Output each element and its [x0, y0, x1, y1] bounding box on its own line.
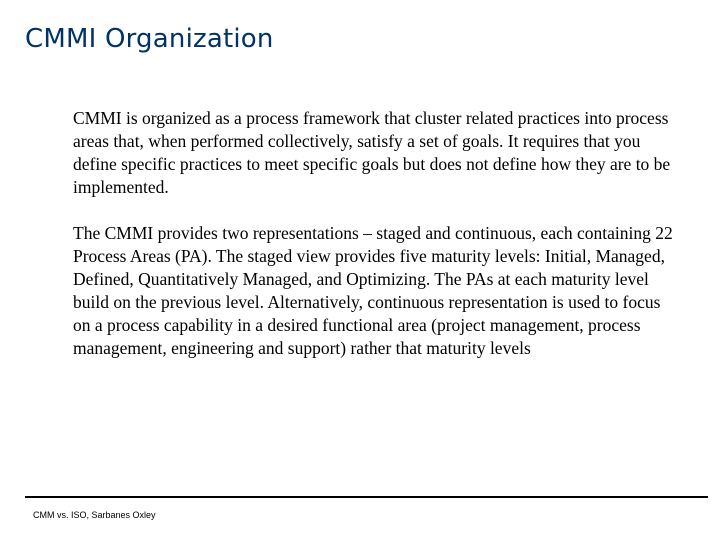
- slide-body: [73, 107, 673, 360]
- body-paragraph-2: The CMMI provides two representations – staged and continuous, each containing 22 Process Areas (PA). The staged view provides five maturity levels: Initial, Managed, Defined, Quantitatively Managed, and Optimizing. The PAs at each maturity level build on the previous level. Alternatively, continuous representation is used to focus on a process capability in a desired functional area (project management, process management, engineering and support) rather that maturity levels: [73, 223, 673, 358]
- slide-title: CMMI Organization: [25, 24, 274, 54]
- footer-divider: [25, 496, 708, 498]
- footer-label: CMM vs. ISO, Sarbanes Oxley: [33, 510, 156, 520]
- body-paragraph-1: CMMI is organized as a process framework that cluster related practices into process areas that, when performed collectively, satisfy a set of goals. It requires that you define specific practices to meet specific goals but does not define how they are to be implemented.: [73, 108, 671, 197]
